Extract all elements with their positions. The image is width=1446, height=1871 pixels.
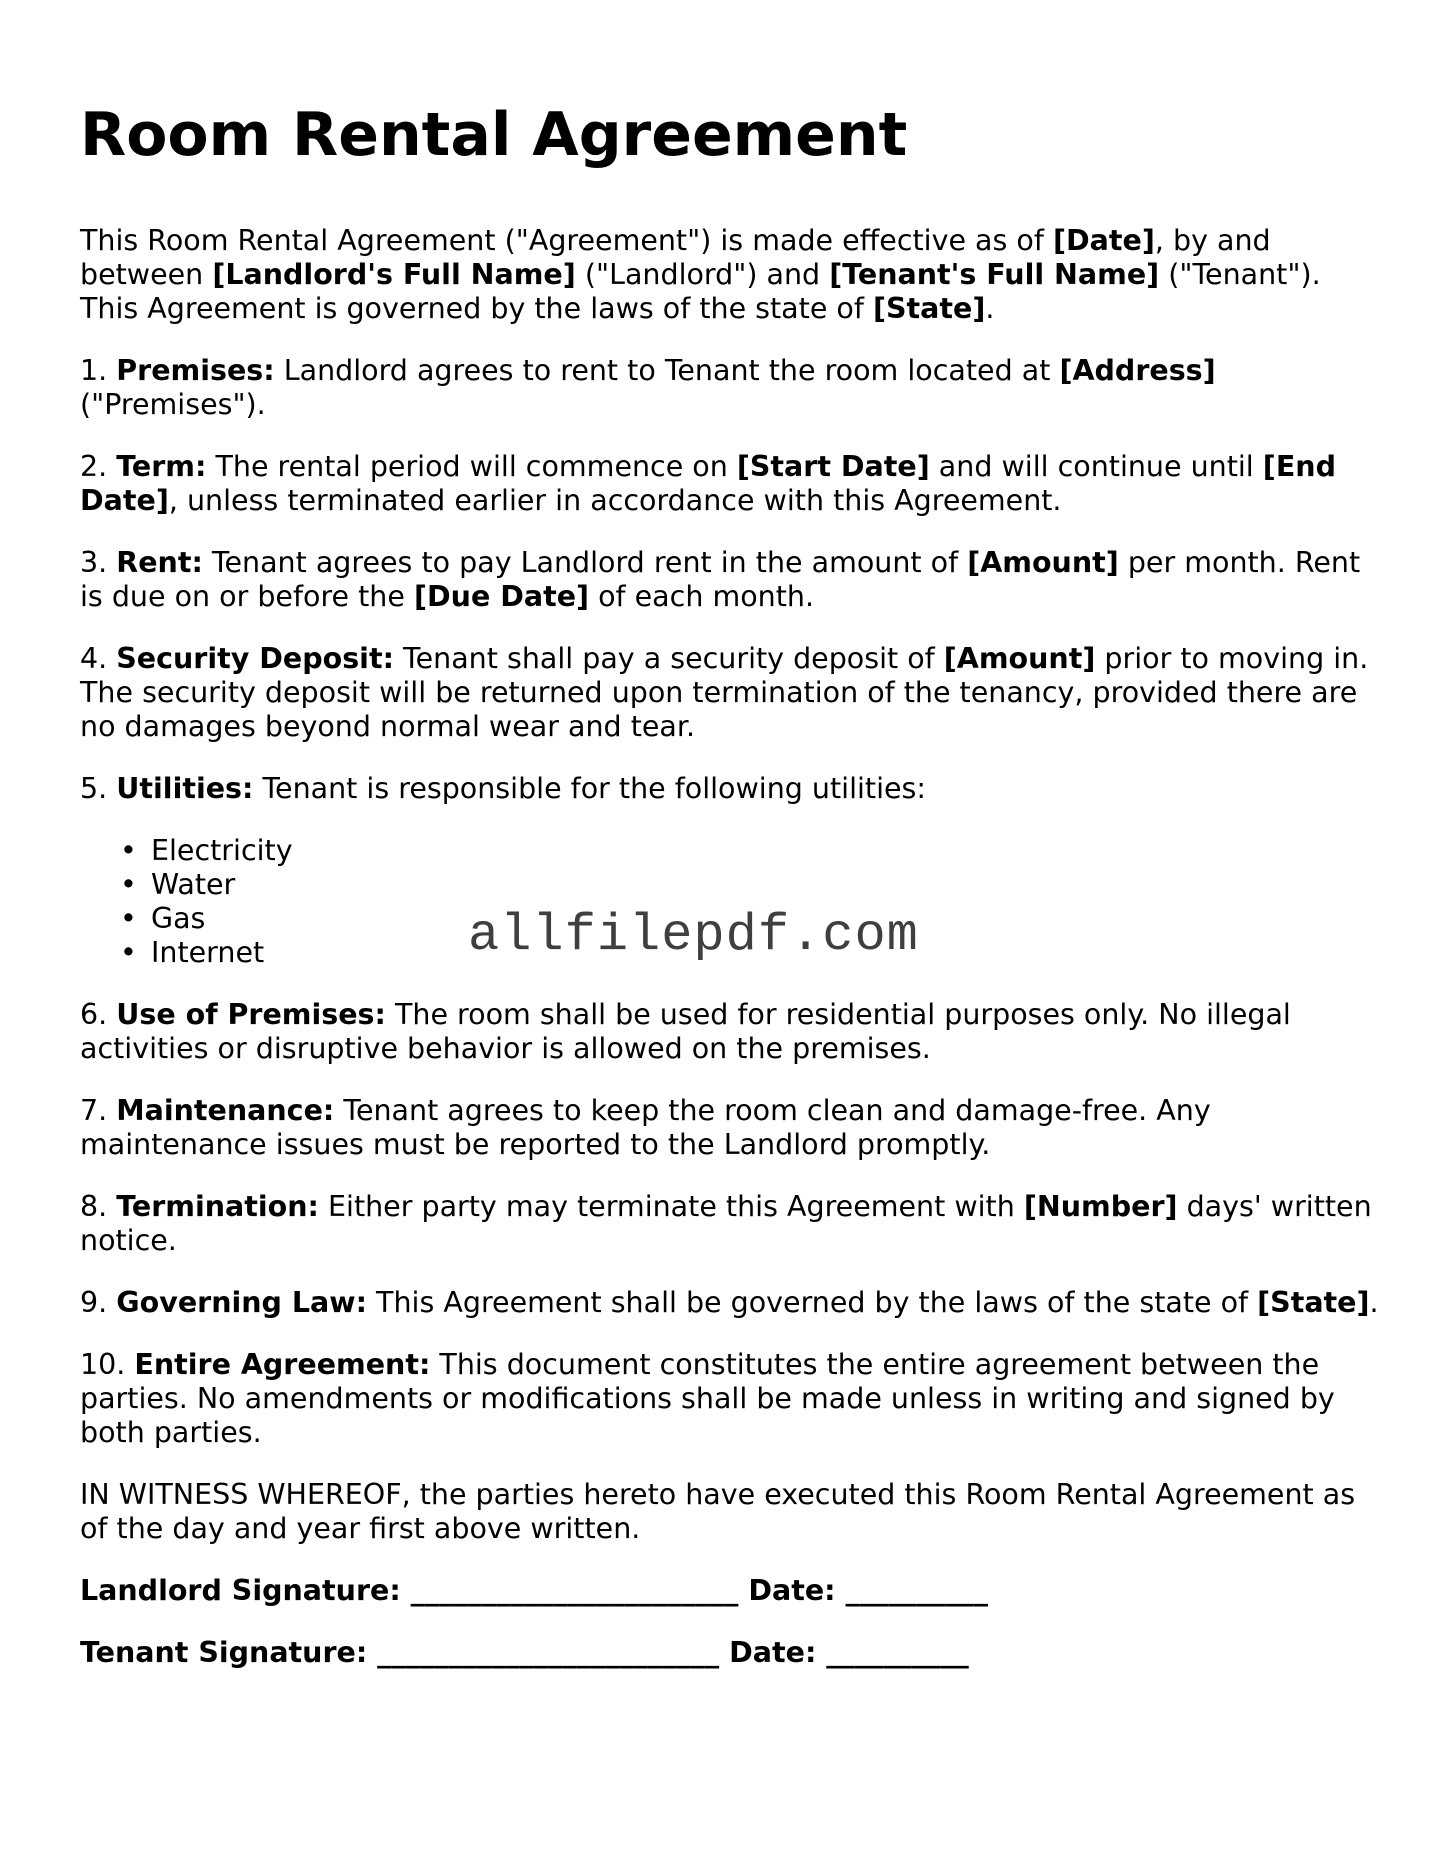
section-utilities: 5. Utilities: Tenant is responsible for the following utilities:	[80, 772, 926, 805]
deposit-amount-placeholder: [Amount]	[943, 642, 1096, 675]
section-security-deposit: 4. Security Deposit: Tenant shall pay a security deposit of [Amount] prior to moving in. The security deposit will be returned upon termination of the tenancy, provided there are no damages beyond normal wear and tear.	[80, 642, 1369, 743]
landlord-name-placeholder: [Landlord's Full Name]	[212, 258, 576, 291]
landlord-signature-line: Landlord Signature: _______________________ Date: __________	[80, 1574, 988, 1607]
date-placeholder: [Date]	[1052, 224, 1155, 257]
document-title: Room Rental Agreement	[80, 100, 908, 170]
bullet-icon: •	[120, 868, 137, 901]
list-item: • Gas	[120, 902, 206, 935]
watermark: allfilepdf.com	[468, 906, 919, 965]
state-placeholder: [State]	[872, 292, 986, 325]
witness-paragraph: IN WITNESS WHEREOF, the parties hereto have executed this Room Rental Agreement as of the day and year first above written.	[80, 1478, 1356, 1545]
due-date-placeholder: [Due Date]	[413, 580, 590, 613]
section-term: 2. Term: The rental period will commence on [Start Date] and will continue until [End Date], unless terminated earlier in accordance with this Agreement.	[80, 450, 1336, 517]
tenant-signature-line: Tenant Signature: ________________________ Date: __________	[80, 1636, 969, 1669]
section-heading: Security Deposit:	[116, 642, 394, 675]
intro-paragraph: This Room Rental Agreement ("Agreement") is made effective as of [Date], by and between [Landlord's Full Name] ("Landlord") and [Tenant's Full Name] ("Tenant"). This Agreement is governed by the laws of the state of [State].	[80, 224, 1321, 325]
amount-placeholder: [Amount]	[967, 546, 1119, 579]
section-heading: Rent:	[116, 546, 203, 579]
list-item: • Electricity	[120, 834, 293, 867]
bullet-icon: •	[120, 936, 137, 969]
section-heading: Utilities:	[116, 772, 254, 805]
address-placeholder: [Address]	[1059, 354, 1216, 387]
section-heading: Governing Law:	[116, 1286, 367, 1319]
list-item: • Internet	[120, 936, 265, 969]
section-heading: Entire Agreement:	[134, 1348, 431, 1381]
section-rent: 3. Rent: Tenant agrees to pay Landlord rent in the amount of [Amount] per month. Rent is due on or before the [Due Date] of each month.	[80, 546, 1361, 613]
notice-days-placeholder: [Number]	[1023, 1190, 1178, 1223]
section-termination: 8. Termination: Either party may terminate this Agreement with [Number] days' written notice.	[80, 1190, 1372, 1257]
state-placeholder: [State]	[1257, 1286, 1370, 1319]
section-heading: Maintenance:	[116, 1094, 335, 1127]
start-date-placeholder: [Start Date]	[736, 450, 930, 483]
document-page	[80, 100, 1380, 1698]
section-heading: Term:	[116, 450, 207, 483]
section-maintenance: 7. Maintenance: Tenant agrees to keep the room clean and damage-free. Any maintenance issues must be reported to the Landlord promptly.	[80, 1094, 1211, 1161]
section-premises: 1. Premises: Landlord agrees to rent to Tenant the room located at [Address] ("Premises").	[80, 354, 1216, 421]
section-heading: Use of Premises:	[116, 998, 386, 1031]
list-item: • Water	[120, 868, 236, 901]
end-date-placeholder: [End Date]	[80, 450, 1336, 517]
section-governing-law: 9. Governing Law: This Agreement shall be governed by the laws of the state of [State].	[80, 1286, 1379, 1319]
bullet-icon: •	[120, 834, 137, 867]
section-heading: Premises:	[116, 354, 275, 387]
bullet-icon: •	[120, 902, 137, 935]
section-use-of-premises: 6. Use of Premises: The room shall be used for residential purposes only. No illegal activities or disruptive behavior is allowed on the premises.	[80, 998, 1291, 1065]
section-entire-agreement: 10. Entire Agreement: This document constitutes the entire agreement between the parties. No amendments or modifications shall be made unless in writing and signed by both parties.	[80, 1348, 1335, 1449]
tenant-name-placeholder: [Tenant's Full Name]	[829, 258, 1160, 291]
section-heading: Termination:	[116, 1190, 319, 1223]
